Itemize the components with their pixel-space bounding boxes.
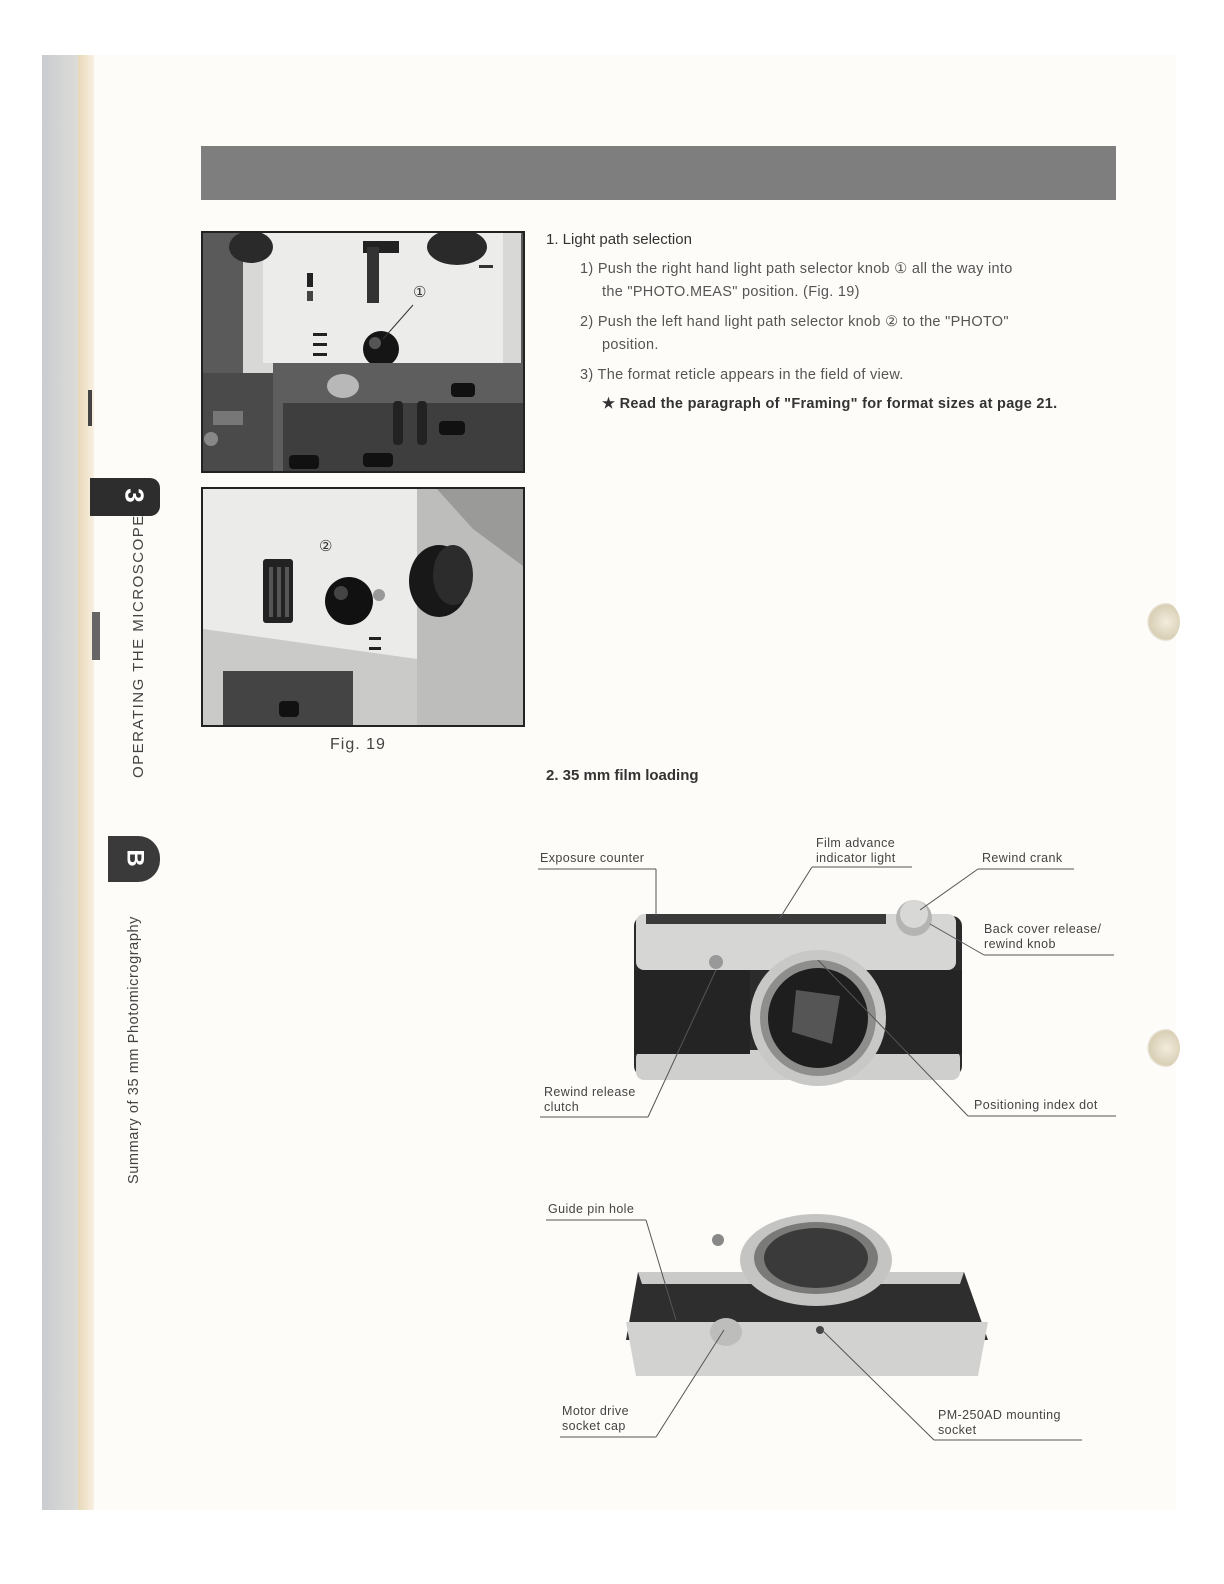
callout-marker-1: ① (413, 284, 427, 301)
label-rewind-release-2: clutch (544, 1100, 580, 1114)
section-letter: B (121, 849, 149, 867)
framing-note: ★ Read the paragraph of "Framing" for format sizes at page 21. (602, 396, 1058, 412)
section-heading-film-loading: 2. 35 mm film loading (546, 767, 699, 784)
step-1-line-2: the "PHOTO.MEAS" position. (Fig. 19) (602, 284, 860, 300)
label-mounting-1: PM-250AD mounting (938, 1408, 1061, 1422)
step-3: 3) The format reticle appears in the field of view. (580, 367, 904, 383)
label-back-cover-1: Back cover release/ (984, 922, 1102, 936)
label-back-cover-2: rewind knob (984, 937, 1056, 951)
chapter-number: 3 (119, 488, 150, 503)
label-positioning-dot: Positioning index dot (974, 1098, 1098, 1112)
section-heading-light-path: 1. Light path selection (546, 231, 692, 248)
step-2-line-1: 2) Push the left hand light path selector knob ② to the "PHOTO" (580, 314, 1009, 330)
label-rewind-crank: Rewind crank (982, 851, 1063, 865)
figure-caption: Fig. 19 (330, 736, 386, 753)
label-mounting-2: socket (938, 1423, 977, 1437)
label-guide-pin: Guide pin hole (548, 1202, 635, 1216)
label-rewind-release-1: Rewind release (544, 1085, 636, 1099)
step-2-line-2: position. (602, 337, 659, 353)
step-1-line-1: 1) Push the right hand light path selector knob ① all the way into (580, 261, 1013, 277)
section-title: Summary of 35 mm Photomicrography (126, 916, 142, 1184)
label-film-advance-2: indicator light (816, 851, 896, 865)
label-motor-drive-1: Motor drive (562, 1404, 629, 1418)
label-film-advance-1: Film advance (816, 836, 896, 850)
chapter-title: OPERATING THE MICROSCOPE (130, 514, 147, 778)
label-motor-drive-2: socket cap (562, 1419, 626, 1433)
callout-marker-2: ② (319, 538, 333, 555)
label-exposure-counter: Exposure counter (540, 851, 645, 865)
